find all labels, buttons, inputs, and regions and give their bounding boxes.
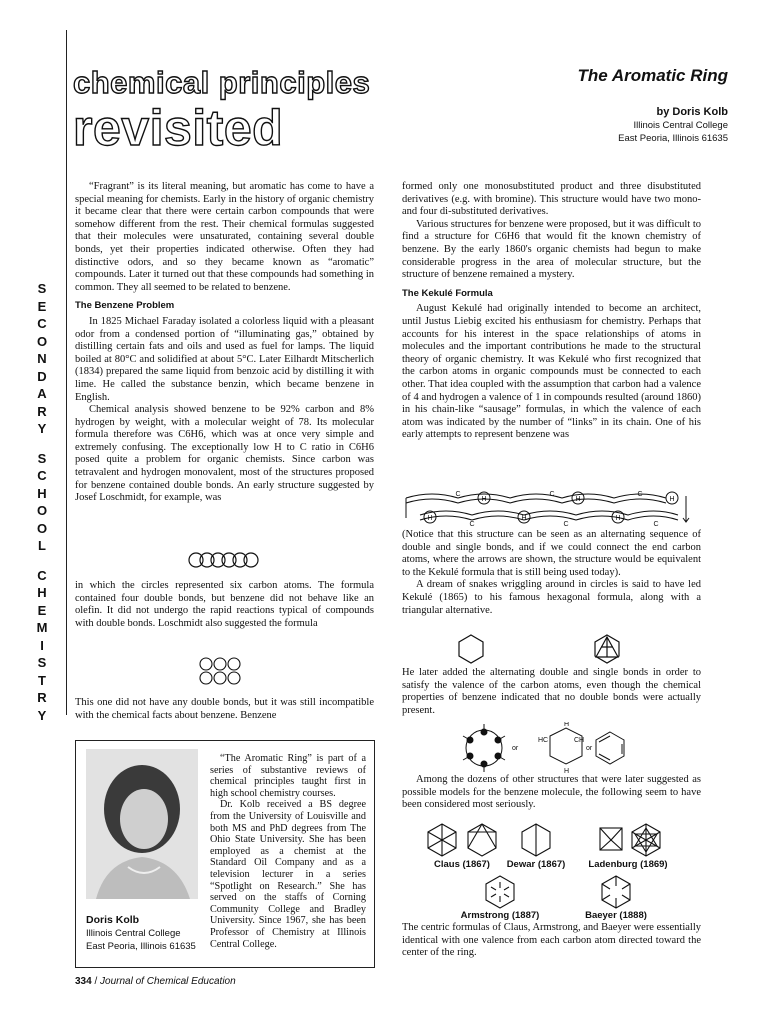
sausage-h-label: H: [575, 496, 581, 503]
sidebar-letter: S: [37, 655, 47, 670]
sidebar-letter: Y: [37, 421, 47, 436]
sausage-c-label: C: [653, 521, 659, 528]
sidebar-letter: L: [38, 538, 46, 553]
paragraph: Various structures for benzene were proposed, but it was difficult to find a structure for C6H6 that would fit the known chemistry of benzene. By the early 1860's organic chemists had begun to make considerable progress in the area of molecular structure, but the structure of benzene remained a mystery.: [402, 218, 701, 281]
bio-paragraph: “The Aromatic Ring” is part of a series of substantive reviews of chemical principles taught first in high school chemistry courses.: [210, 753, 366, 799]
or-label: or: [586, 745, 593, 752]
sausage-h-label: H: [615, 515, 621, 522]
claus-caption: Claus (1867): [434, 859, 490, 870]
masthead: [73, 66, 370, 156]
sausage-h-label: H: [669, 496, 675, 503]
paragraph: in which the circles represented six carbon atoms. The formula contained four double bonds, but benzene did not behave like an olefin. It did not undergo the rapid reactions typical of compounds with double bonds. Loschmidt also suggested the formula: [75, 580, 374, 629]
sausage-c-label: C: [637, 491, 643, 498]
loschmidt-chain-diagram: [187, 551, 262, 569]
paragraph: The centric formulas of Claus, Armstrong, and Baeyer were essentially identical with one valence from each carbon atom directed toward the center of the ring.: [402, 922, 701, 959]
paragraph: (Notice that this structure can be seen as an alternating sequence of double and single bonds, and if we could connect the end carbon atoms, where the arrows are shown, the structure would be equivalent to the Kekulé formula that is still being used today).: [402, 529, 701, 578]
sidebar-letter: N: [37, 351, 47, 366]
author-photo: [86, 749, 198, 899]
sidebar-letter: O: [36, 333, 48, 349]
sausage-h-label: H: [427, 515, 433, 522]
paragraph: This one did not have any double bonds, but it was still incompatible with the chemical facts about benzene. Benzene: [75, 697, 374, 721]
sidebar-letter: D: [37, 368, 47, 384]
right-column-structures-intro: [402, 774, 701, 812]
sidebar-letter: E: [37, 602, 47, 618]
ladenburg-caption: Ladenburg (1869): [588, 859, 668, 870]
masthead-line1: chemical principles: [73, 65, 371, 100]
benzene-models-diagram: [420, 820, 690, 920]
sidebar-letter: [32, 438, 52, 450]
left-column-middle: [75, 580, 374, 630]
h-label: H: [564, 768, 570, 774]
sausage-h-label: H: [481, 496, 487, 503]
sidebar-letter: E: [37, 298, 47, 314]
ch-label: CH: [574, 737, 585, 744]
paragraph: Among the dozens of other structures that were later suggested as possible models for the benzene molecule, the following seem to have been considered most seriously.: [402, 774, 701, 811]
author: by Doris Kolb: [656, 106, 728, 118]
right-column-middle: [402, 529, 701, 617]
h-label: H: [564, 722, 570, 728]
right-column-lower: [402, 667, 701, 717]
sidebar-letter: R: [37, 690, 47, 705]
kekule-hexagon-triangle-diagram: [455, 633, 645, 665]
sidebar-letter: C: [37, 468, 47, 483]
baeyer-caption: Baeyer (1888): [585, 910, 647, 920]
bio-paragraph: Dr. Kolb received a BS degree from the University of Louisville and both MS and PhD degrees from The Ohio State University. She has been employed as a chemist at the Standard Oil Company and as a television lecturer in a series “Spotlight on Research.” She has served on the staffs of Corning Community College and Bradley University. Since 1967, she has been Professor of Chemistry at Illinois Central College.: [210, 799, 366, 950]
sidebar-letter: M: [36, 620, 48, 635]
caption-college: Illinois Central College: [86, 928, 181, 939]
hc-label: HC: [538, 737, 549, 744]
dewar-caption: Dewar (1867): [506, 859, 566, 870]
sidebar-letter: H: [37, 585, 47, 600]
series-sidebar: [32, 280, 52, 724]
left-column-top: [75, 181, 374, 505]
or-label: or: [512, 745, 519, 752]
sidebar-letter: H: [37, 485, 47, 501]
caption-name: Doris Kolb: [86, 914, 140, 926]
page-footer: [75, 976, 236, 987]
caption-location: East Peoria, Illinois 61635: [86, 941, 196, 952]
sidebar-letter: C: [37, 316, 47, 331]
heading-kekule-formula: The Kekulé Formula: [402, 287, 493, 299]
left-column-bottom: [75, 697, 374, 722]
sidebar-letter: Y: [37, 707, 47, 723]
kekule-sausage-diagram: [402, 488, 690, 528]
masthead-line2: revisited: [73, 100, 284, 156]
sausage-c-label: C: [563, 521, 569, 528]
armstrong-caption: Armstrong (1887): [460, 910, 540, 920]
portrait-image: [86, 749, 198, 899]
intro-paragraph: “Fragrant” is its literal meaning, but aromatic has come to have a special meaning for chemists. Early in the history of organic chemistry it became clear that there were certain carbon compounds that were somehow different from the rest. Their chemical formulas suggested that their molecules were unsaturated, containing several double bonds, yet their properties indicated otherwise. Often they had distinctive odors, and so they became known as “aromatic” compounds. Later it turned out that these compounds had something in common. They all seemed to be related to benzene.: [75, 181, 374, 293]
affiliation: Illinois Central College: [633, 120, 728, 131]
sidebar-letter: O: [36, 520, 48, 536]
paragraph: He later added the alternating double and single bonds in order to satisfy the valence of the carbon atoms, even though the chemical properties of benzene indicated that no double bonds were actually present.: [402, 667, 701, 716]
sidebar-letter: S: [37, 281, 47, 296]
byline: [618, 106, 728, 145]
journal-name: Journal of Chemical Education: [100, 976, 236, 987]
vertical-rule: [66, 30, 67, 715]
paragraph: A dream of snakes wriggling around in circles is said to have led Kekulé (1865) to his famous hexagonal formula, along with a triangular alternative.: [402, 579, 701, 616]
footer-separator: /: [94, 976, 98, 987]
kekule-structures-diagram: [458, 722, 638, 774]
photo-caption: [86, 914, 196, 953]
paragraph: Chemical analysis showed benzene to be 92% carbon and 8% hydrogen by weight, with a molecular weight of 78. Its molecular formula therefore was C6H6, which was at once very simple and extremely confusing. The exceptionally low H to C ratio in C6H6 posed quite a problem for organic chemists. Since carbon was tetravalent and hydrogen monovalent, most of the structures proposed for benzene contained double bonds. An early structure suggested by Josef Loschmidt, for example, was: [75, 404, 374, 504]
sidebar-letter: S: [37, 450, 47, 466]
article-title: The Aromatic Ring: [577, 66, 728, 85]
bio-text: [210, 753, 366, 950]
sidebar-letter: A: [37, 386, 47, 401]
right-column-bottom: [402, 922, 701, 960]
heading-benzene-problem: The Benzene Problem: [75, 300, 175, 312]
paragraph: formed only one monosubstituted product and three disubstituted derivatives (e.g. with bromine). This structure would have two mono- and four di-substituted derivatives.: [402, 181, 701, 218]
sidebar-letter: [32, 555, 52, 567]
location: East Peoria, Illinois 61635: [618, 133, 728, 144]
paragraph: August Kekulé had originally intended to become an architect, until Justus Liebig excited his enthusiasm for chemistry. Perhaps that accounts for his interest in the space relationships of atoms in molecules and the important contributions he made to the structural theory of organic chemistry. It was Kekulé who first recognized that the carbon atoms in organic compounds must be connected to each other. That idea coupled with the assumption that carbon had a valence of 4 and hydrogen a valence of 1 in compounds resulted (around 1860) in his chain-like “sausage” formulas, in which the valence of each atom was indicated by the number of “links” in its chain. One of his early attempts to represent benzene was: [402, 303, 701, 441]
sausage-c-label: C: [549, 491, 555, 498]
sidebar-letter: R: [37, 403, 47, 419]
paragraph: In 1825 Michael Faraday isolated a colorless liquid with a pleasant odor from a condensed portion of “illuminating gas,” obtained by distilling certain fats and oils and used as fuel for lamps. The liquid boiled at 80°C and solidified at about 5°C. Later Eilhardt Mitscherlich (1834) prepared the same liquid from benzoic acid by distilling it with lime. He called the substance benzin, which became benzene in English.: [75, 315, 374, 403]
sausage-h-label: H: [521, 515, 527, 522]
sidebar-letter: O: [36, 503, 48, 518]
sidebar-letter: I: [40, 637, 44, 653]
author-bio-box: [75, 740, 375, 968]
sausage-c-label: C: [455, 491, 461, 498]
right-column-top: [402, 181, 701, 442]
page-number: 334: [75, 976, 92, 987]
loschmidt-ring-diagram: [195, 655, 249, 687]
sidebar-letter: T: [38, 672, 46, 688]
sausage-c-label: C: [469, 521, 475, 528]
sidebar-letter: C: [37, 567, 47, 583]
